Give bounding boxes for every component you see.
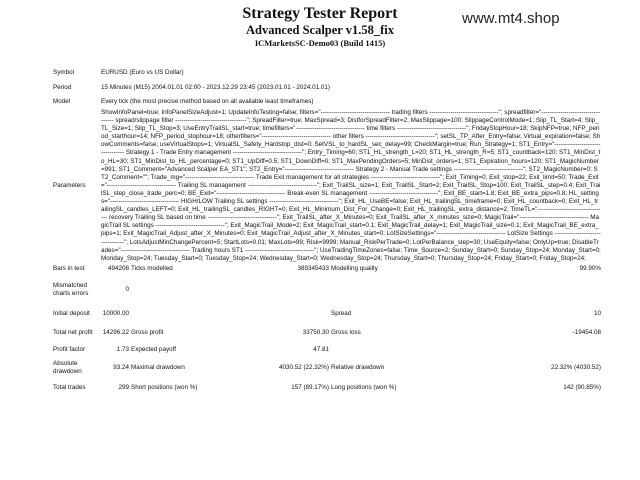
row-drawdown [52,357,602,379]
row-profit-factor [52,343,602,357]
parameters-label: Parameters [53,181,86,189]
period-label: Period [53,83,72,91]
server-name: ICMarketsSC-Demo03 (Build 1415) [254,38,386,48]
row-symbol [52,65,602,80]
row-deposit [52,305,602,324]
ticks-value: 389345433 [297,264,329,272]
row-period [52,80,602,95]
symbol-value: EURUSD (Euro vs US Dollar) [101,68,184,76]
bars-label: Bars in test [53,264,85,272]
pf-label: Profit factor [53,345,86,353]
report-subtitle: Advanced Scalper v1.58_fix [245,23,395,37]
row-model [52,95,602,109]
mismatch-label: Mismatched charts errors [53,281,89,297]
long-value: 142 (90.85%) [563,383,601,391]
report-table [52,65,602,397]
payoff-value: 47.81 [313,345,329,353]
reldd-value: 22.32% (4030.52) [550,363,601,371]
absdd-value: 93.24 [113,363,129,371]
reldd-label: Relative drawdown [331,363,385,371]
ticks-label: Ticks modelled [131,264,173,272]
trades-value: 299 [118,383,129,391]
payoff-label: Expected payoff [131,345,177,353]
row-mismatch [52,275,602,305]
watermark: www.mt4.shop [462,10,560,27]
quality-value: 99.90% [579,264,601,272]
short-label: Short positions (won %) [131,383,198,391]
bars-value: 494208 [107,264,129,272]
short-value: 157 (89.17%) [291,383,329,391]
absdd-label: Absolute drawdown [53,359,82,375]
model-value: Every tick (the most precise method based on all available least timeframes) [101,98,314,105]
model-label: Model [53,98,71,105]
spread-value: 10 [593,310,601,318]
grossloss-label: Gross loss [331,329,361,337]
quality-label: Modelling quality [331,264,378,272]
grossprofit-label: Gross profit [131,329,164,337]
report-title: Strategy Tester Report [242,5,398,22]
deposit-label: Initial deposit [53,310,90,318]
netprofit-value: 14296.22 [102,329,129,337]
parameters-value: ShowInfoPanel=true; InfoPanelSizeAdjust=1; UpdateInfoTesting=false; filters="--------------------------------- trading filters ---------------------------------"; spreadfilter="---------------------------------- spread/slippage filter ----------------------------------"; SpreadFilter=true; MaxSpread=3; DistforSpreadFilter=2; MaxSlippage=100; SlippageControlMode=1; Slip_TL_Start=4; Slip_TL_Size=1; Slip_TL_Stop=3; UseEntryTrailSL_start=true; timefilters="--------------------------------- time filters ---------------------------------"; FridayStopHour=18; SkipNFP=true; NFP_period_starthour=14; NFP_period_stophour=18; otherfilters="--------------------------------- other filters ---------------------------------"; setSL_TP_After_Entry=false; Virtual_expiration=false; ShowComments=false; useVirtualStops=1; VirtualSL_Safety_Hardstop_dist=0; SetVSL_to_hardSL_sec_delay=99; CheckMargin=true; Run_Strategy=1; ST1_Entry="--------------------------------- Strategy 1 - Trade Entry management ---------------------------------"; Entry_Timing=60; ST1_HL_strength_L=20; ST1_HL_strength_R=5; ST1_countback=120; ST1_MinDist_to_HL=30; ST1_MinDist_to_HL_percentage=0; ST1_UpDiff=0.5; ST1_DownDiff=0; ST1_MaxPendingOrders=5; MinDist_orders=1; ST1_Expiration_hours=120; ST1_MagicNumber=991; ST1_Comment="Advanced Scalper EA_ST1"; ST2_Entry="--------------------------------- Strategy 2 - Manual Trade settings ---------------------------------"; ST2_MagicNumber=0; ST2_Comment=""; Trade_mg="--------------------------------- Trade Exit management for all strategies ---------------------------------"; Exit_Timing=0; Exit_stop=22; Exit_limit=50; Trade_Exit="--------------------------------- Trailing SL management ---------------------------------"; Exit_TrailSL_size=1; Exit_TrailSL_Start=2; Exit_TrailSL_Stop=100; Exit_TrailSL_step=0.4; Exit_TrailSL_step_close_trade_perc=0; BE_Exit="--------------------------------- Break-even SL management ---------------------------------"; Exit_BE_start=1.8; Exit_BE_extra_pips=0.8; HL_settings="--------------------------------- HIGH/LOW Trailing SL settings ---------------------------------"; Exit_HL_UseBE=false; Exit_HL_trailingSL_timeframe=0; Exit_HL_countback=0; Exit_HL_trailingSL_candles_LEFT=0; Exit_HL_trailingSL_candles_RIGHT=0; Exit_HL_Minimum_Dist_For_Change=0; Exit_HL_trailingSL_extra_distance=2; TimeTL="--------------------------------- recovery Trailing SL based on time ---------------------------------"; Exit_TrailSL_after_X_Minutes=0; Exit_TrailSL_after_X_minutes_size=0; MagicTrail="--------------------------------- MagicTrail SL settings ---------------------------------"; Exit_MagicTrail_Mode=2; Exit_MagicTrail_start=0.1; Exit_MagicTrail_delay=1; Exit_MagicTrail_size=0.1; Exit_MagicTrail_BE_extra_pips=1; Exit_MagicTrail_Adjust_after_X_Minutes=0; Exit_MagicTrail_Adjust_after_X_Minutes_start=0; LotSizeSettings="--------------------------------- LotSize Settings ---------------------------------"; LotsAdjustMinChangePercent=5; StartLots=0.01; MaxLots=99; Risk=9999; Manual_RiskPerTrade=0; LotPerBalance_step=30; UseEquity=false; OnlyUp=true; DisableTrades="--------------------------------- Trading hours ST1 ---------------------------------"; UseTradingTimeZones=false; Time_Source=2; Sunday_Start=0; Sunday_Stop=24; Monday_Start=0; Monday_Stop=24; Tuesday_Start=0; Tuesday_Stop=24; Wednesday_Start=0; Wednesday_Stop=24; Thursday_Start=0; Thursday_Stop=24; Friday_Start=0; Friday_Stop=24; [101,109,601,262]
pf-value: 1.73 [116,345,129,353]
trades-label: Total trades [53,383,86,391]
maxdd-value: 4030.52 (22.32%) [278,363,329,371]
mismatch-value: 0 [125,285,129,293]
grossloss-value: -19454.08 [572,329,601,337]
symbol-label: Symbol [53,68,74,76]
deposit-value: 10000.00 [102,310,129,318]
grossprofit-value: 33750.30 [302,329,329,337]
row-trades [52,379,602,397]
row-bars [52,263,602,275]
long-label: Long positions (won %) [331,383,397,391]
period-value: 15 Minutes (M15) 2004.01.01 02:00 - 2023.12.29 23:45 (2023.01.01 - 2024.01.01) [101,83,330,91]
row-parameters [52,109,602,263]
maxdd-label: Maximal drawdown [131,363,185,371]
netprofit-label: Total net profit [53,329,93,337]
spread-label: Spread [331,310,352,318]
row-net-profit [52,324,602,343]
